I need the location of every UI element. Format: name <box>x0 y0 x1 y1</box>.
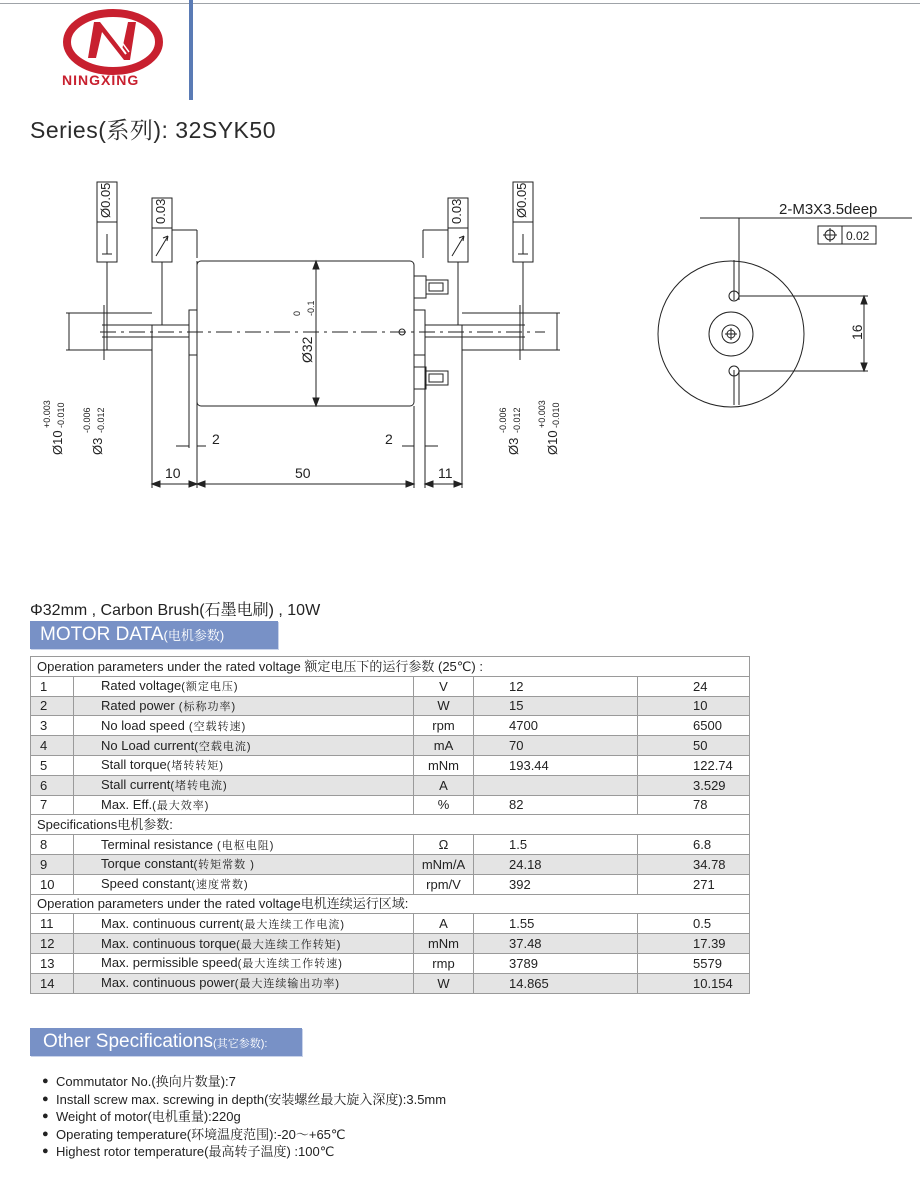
table-row <box>31 775 750 795</box>
row-number: 2 <box>31 696 74 716</box>
top-rule <box>0 3 920 4</box>
value-cell: 4700 <box>474 716 638 736</box>
row-number: 4 <box>31 736 74 756</box>
value-cell: 10.154 <box>638 973 750 993</box>
dim-2-right: 2 <box>385 431 393 447</box>
table-row <box>31 795 750 815</box>
motor-data-header: MOTOR DATA(电机参数) <box>30 621 278 649</box>
dim-bearing-right: Ø10 <box>545 430 560 455</box>
table-row <box>31 736 750 756</box>
parameter-name: No Load current(空载电流) <box>74 736 414 756</box>
unit-cell: W <box>414 973 474 993</box>
spec-item: ● Weight of motor(电机重量):220g <box>42 1108 446 1126</box>
value-cell: 82 <box>474 795 638 815</box>
row-number: 1 <box>31 676 74 696</box>
value-cell: 3789 <box>474 953 638 973</box>
svg-text:+0.003: +0.003 <box>42 400 52 428</box>
value-cell: 24 <box>638 676 750 696</box>
tolerance-label: Ø0.05 <box>98 182 113 218</box>
parameter-name: Rated power (标称功率) <box>74 696 414 716</box>
table-row <box>31 676 750 696</box>
value-cell: 70 <box>474 736 638 756</box>
value-cell <box>474 775 638 795</box>
dim-bearing-left: Ø10 <box>50 430 65 455</box>
parameter-name: Max. continuous current(最大连续工作电流) <box>74 914 414 934</box>
table-section-header: Specifications电机参数: <box>31 815 750 835</box>
table-row <box>31 696 750 716</box>
tolerance-box-right-inner <box>448 198 468 262</box>
value-cell: 3.529 <box>638 775 750 795</box>
svg-text:-0.012: -0.012 <box>512 407 522 433</box>
svg-text:-0.1: -0.1 <box>306 300 316 316</box>
unit-cell: mNm <box>414 755 474 775</box>
dim-2-left: 2 <box>212 431 220 447</box>
table-section-header: Operation parameters under the rated voltage电机连续运行区域: <box>31 894 750 914</box>
svg-text:+0.003: +0.003 <box>537 400 547 428</box>
value-cell: 17.39 <box>638 934 750 954</box>
tolerance-label: 0.03 <box>153 198 168 224</box>
value-cell: 14.865 <box>474 973 638 993</box>
svg-text:-0.012: -0.012 <box>96 407 106 433</box>
value-cell: 6500 <box>638 716 750 736</box>
motor-data-table <box>30 656 750 994</box>
parameter-name: Stall current(堵转电流) <box>74 775 414 795</box>
value-cell: 5579 <box>638 953 750 973</box>
unit-cell: A <box>414 775 474 795</box>
value-cell: 78 <box>638 795 750 815</box>
svg-text:-0.006: -0.006 <box>82 407 92 433</box>
value-cell: 193.44 <box>474 755 638 775</box>
table-row <box>31 934 750 954</box>
motor-subtitle: Φ32mm , Carbon Brush(石墨电刷) , 10W <box>30 602 321 619</box>
table-row <box>31 953 750 973</box>
unit-cell: mNm <box>414 934 474 954</box>
value-cell: 10 <box>638 696 750 716</box>
parameter-name: Terminal resistance (电枢电阻) <box>74 835 414 855</box>
tolerance-box-left-outer <box>97 182 117 262</box>
value-cell: 34.78 <box>638 854 750 874</box>
parameter-name: Stall torque(堵转转矩) <box>74 755 414 775</box>
tolerance-label: Ø0.05 <box>514 182 529 218</box>
unit-cell: rpm <box>414 716 474 736</box>
row-number: 11 <box>31 914 74 934</box>
brand-name: NINGXING <box>62 72 140 88</box>
dim-body-diameter: Ø32 <box>299 336 315 363</box>
dim-shaft-left: Ø3 <box>90 437 105 455</box>
unit-cell: V <box>414 676 474 696</box>
unit-cell: mNm/A <box>414 854 474 874</box>
table-row <box>31 835 750 855</box>
value-cell: 37.48 <box>474 934 638 954</box>
dim-10: 10 <box>165 465 181 481</box>
table-row <box>31 874 750 894</box>
value-cell: 1.55 <box>474 914 638 934</box>
other-specs-list <box>42 1073 446 1161</box>
other-specs-header: Other Specifications(其它参数): <box>30 1028 302 1056</box>
unit-cell: W <box>414 696 474 716</box>
svg-text:0: 0 <box>292 310 302 316</box>
tolerance-label: 0.03 <box>449 198 464 224</box>
tolerance-box-right-outer <box>513 182 533 262</box>
parameter-name: Speed constant(速度常数) <box>74 874 414 894</box>
row-number: 3 <box>31 716 74 736</box>
value-cell: 24.18 <box>474 854 638 874</box>
unit-cell: A <box>414 914 474 934</box>
unit-cell: mA <box>414 736 474 756</box>
svg-text:-0.006: -0.006 <box>498 407 508 433</box>
screw-label: 2-M3X3.5deep <box>779 201 878 218</box>
svg-text:-0.010: -0.010 <box>56 402 66 428</box>
row-number: 10 <box>31 874 74 894</box>
table-section-header: Operation parameters under the rated voltage 额定电压下的运行参数 (25℃) : <box>31 657 750 677</box>
value-cell: 12 <box>474 676 638 696</box>
value-cell: 1.5 <box>474 835 638 855</box>
row-number: 12 <box>31 934 74 954</box>
parameter-name: No load speed (空载转速) <box>74 716 414 736</box>
table-row <box>31 755 750 775</box>
spec-item: ● Commutator No.(换向片数量):7 <box>42 1073 446 1091</box>
unit-cell: Ω <box>414 835 474 855</box>
table-row <box>31 973 750 993</box>
table-row <box>31 914 750 934</box>
row-number: 9 <box>31 854 74 874</box>
row-number: 8 <box>31 835 74 855</box>
dim-11: 11 <box>438 465 453 481</box>
spec-item: ● Install screw max. screwing in depth(安装螺丝最大旋入深度):3.5mm <box>42 1091 446 1109</box>
unit-cell: rpm/V <box>414 874 474 894</box>
motor-drawing <box>0 170 920 500</box>
dim-50: 50 <box>295 465 311 481</box>
parameter-name: Max. continuous power(最大连续输出功率) <box>74 973 414 993</box>
dim-16: 16 <box>849 324 865 340</box>
value-cell: 15 <box>474 696 638 716</box>
row-number: 14 <box>31 973 74 993</box>
spec-item: ● Operating temperature(环境温度范围):-20～+65℃ <box>42 1126 446 1144</box>
value-cell: 6.8 <box>638 835 750 855</box>
position-tolerance: 0.02 <box>846 229 870 243</box>
table-row <box>31 716 750 736</box>
value-cell: 271 <box>638 874 750 894</box>
value-cell: 392 <box>474 874 638 894</box>
table-row <box>31 854 750 874</box>
row-number: 5 <box>31 755 74 775</box>
dim-shaft-right: Ø3 <box>506 437 521 455</box>
spec-item: ● Highest rotor temperature(最高转子温度) :100℃ <box>42 1143 446 1161</box>
value-cell: 122.74 <box>638 755 750 775</box>
parameter-name: Rated voltage(额定电压) <box>74 676 414 696</box>
row-number: 7 <box>31 795 74 815</box>
parameter-name: Max. continuous torque(最大连续工作转矩) <box>74 934 414 954</box>
value-cell: 0.5 <box>638 914 750 934</box>
parameter-name: Max. permissible speed(最大连续工作转速) <box>74 953 414 973</box>
parameter-name: Torque constant(转矩常数 ) <box>74 854 414 874</box>
parameter-name: Max. Eff.(最大效率) <box>74 795 414 815</box>
header-divider <box>189 0 193 100</box>
series-title: Series(系列): 32SYK50 <box>30 117 276 143</box>
svg-text:-0.010: -0.010 <box>551 402 561 428</box>
unit-cell: % <box>414 795 474 815</box>
tolerance-box-left-inner <box>152 198 172 262</box>
row-number: 6 <box>31 775 74 795</box>
value-cell: 50 <box>638 736 750 756</box>
unit-cell: rmp <box>414 953 474 973</box>
row-number: 13 <box>31 953 74 973</box>
